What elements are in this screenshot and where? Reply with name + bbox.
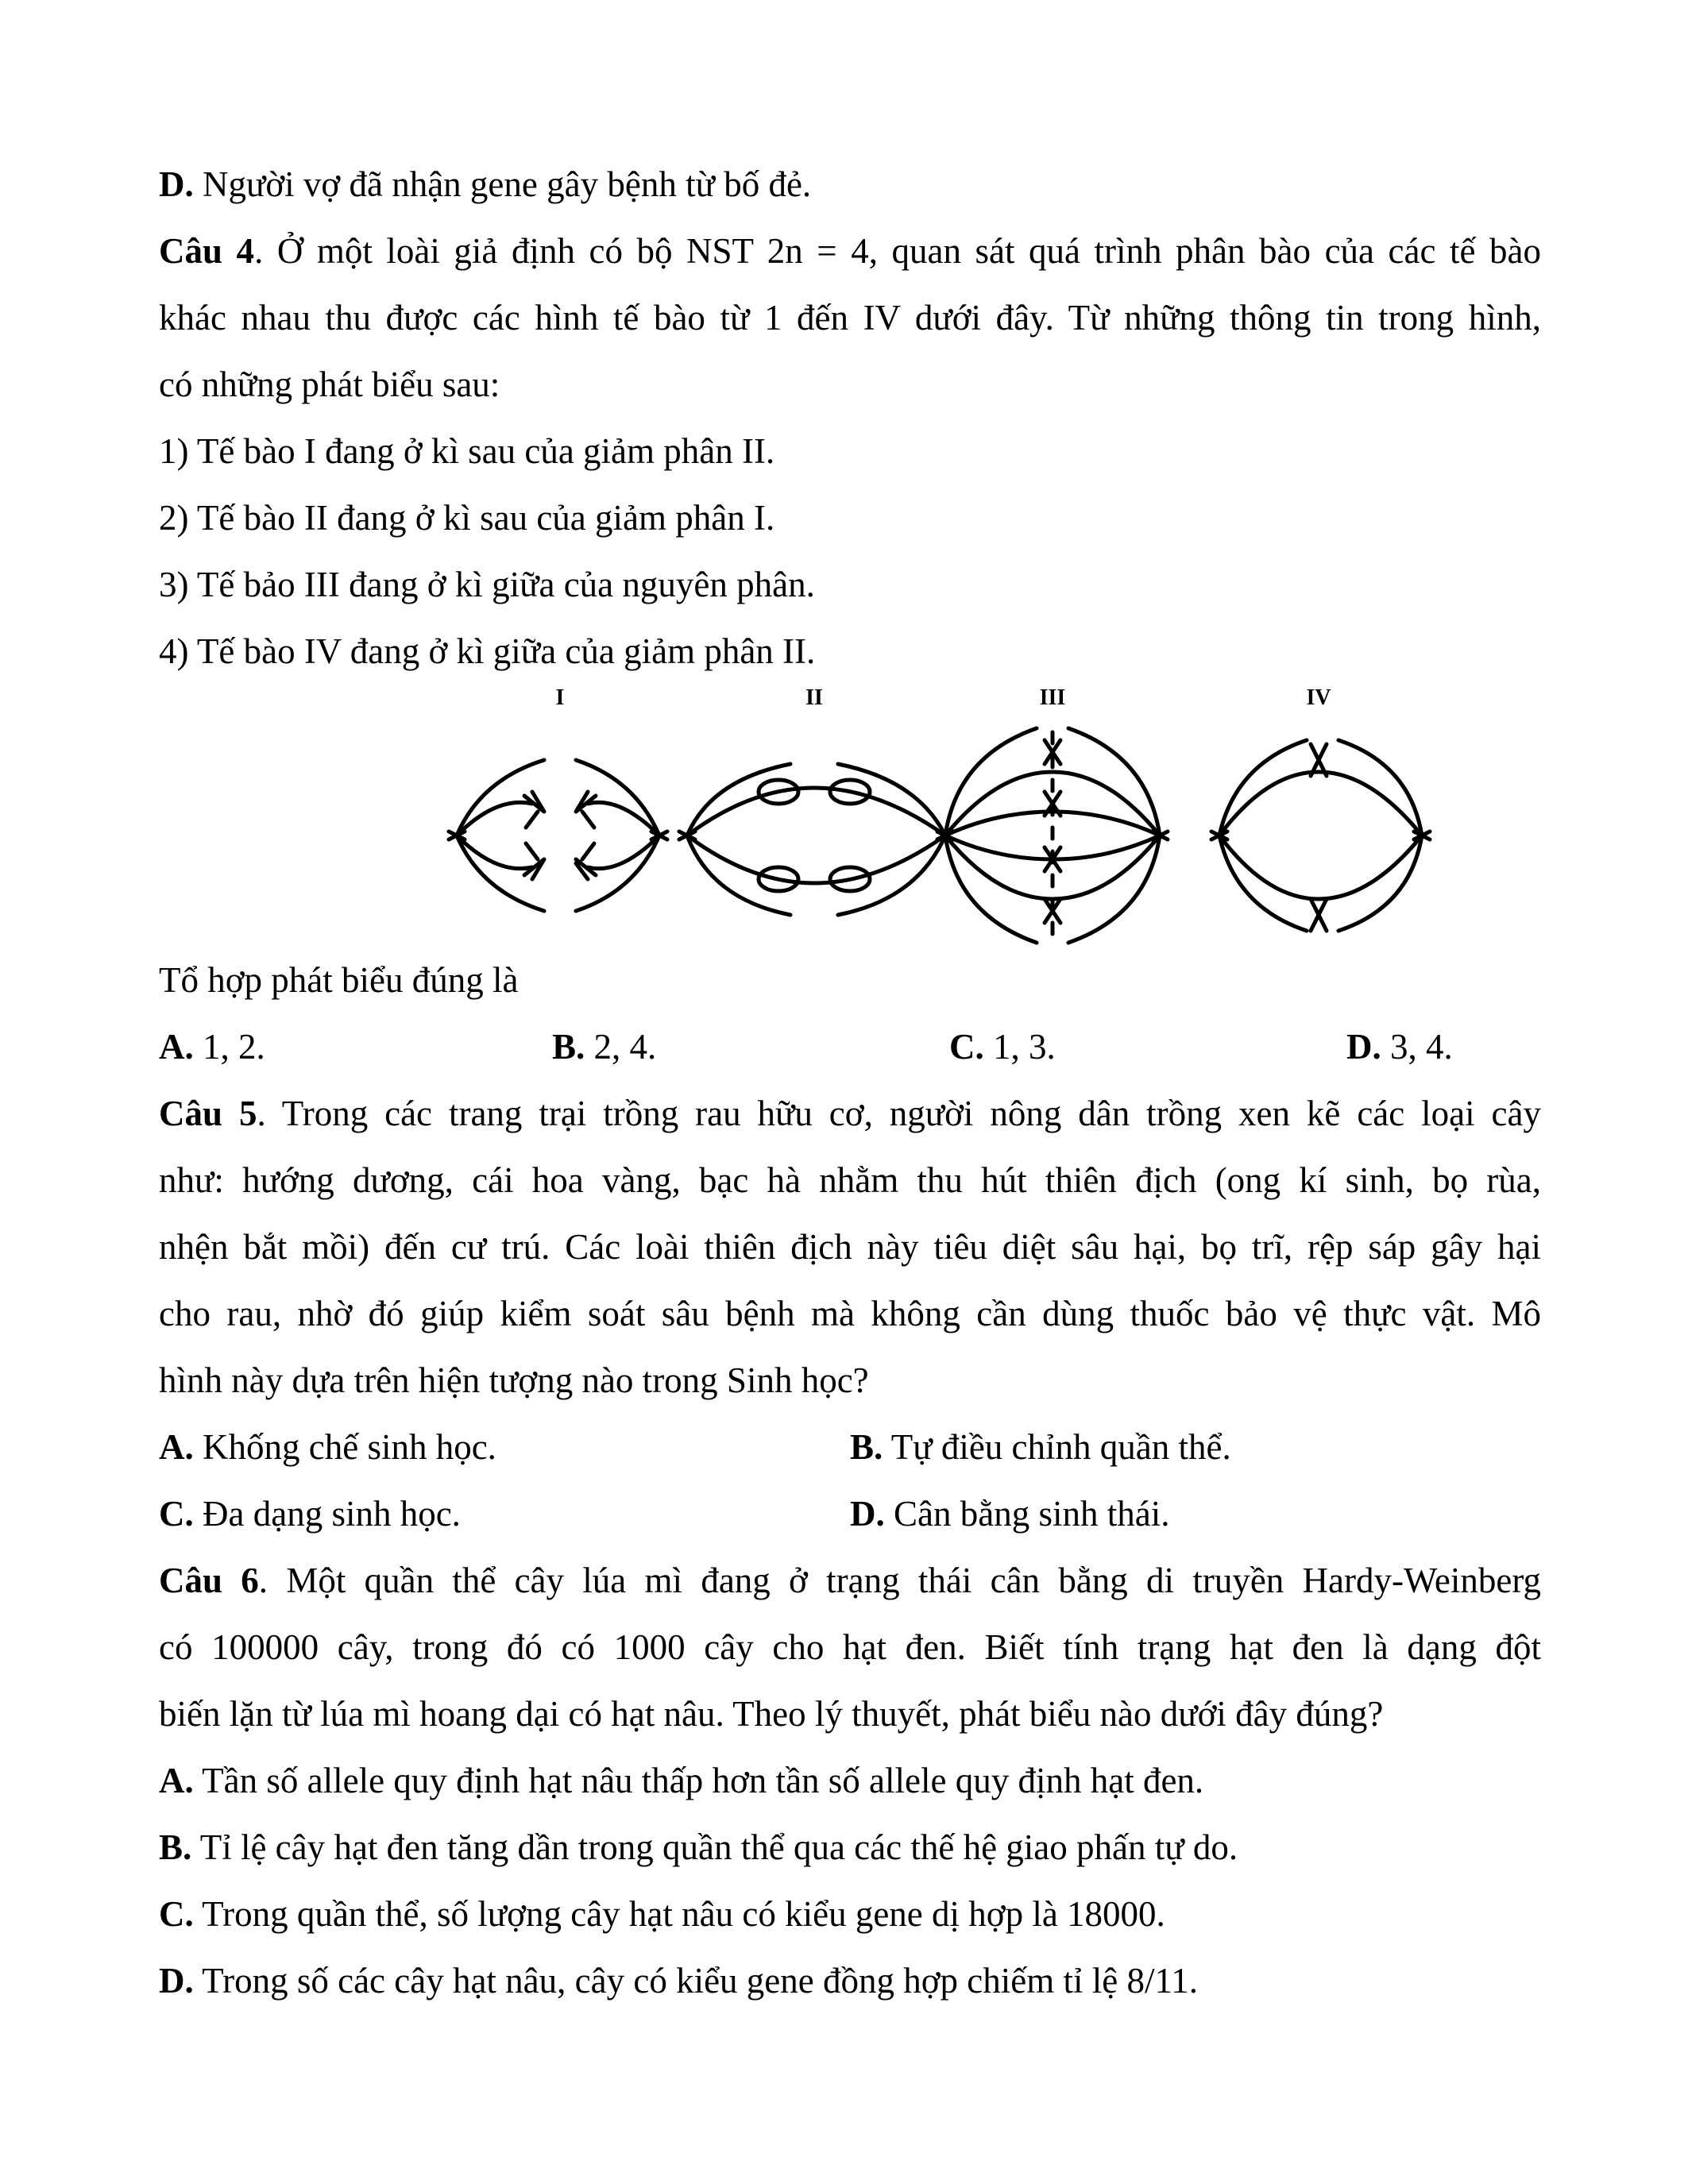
q4-option-c[interactable]: C. 1, 3. <box>949 1027 1056 1067</box>
q5-option-a[interactable]: A. Khống chế sinh học. <box>159 1427 496 1467</box>
cell-division-diagram <box>361 685 1474 947</box>
q4-prompt: Tổ hợp phát biểu đúng là <box>159 960 519 1000</box>
cell-ii-drawing <box>679 764 953 915</box>
q5-stem-line-1: Câu 5. Trong các trang trại trồng rau hữu cơ, người nông dân trồng xen kẽ các loại cây <box>159 1094 1542 1133</box>
figure-label-i: I <box>555 685 565 710</box>
q4-options <box>159 1013 1541 1080</box>
q6-label: Câu 6 <box>159 1561 259 1600</box>
q5-options-row-1 <box>159 1414 1541 1480</box>
q5-options-row-2 <box>159 1480 1541 1547</box>
q4-option-b[interactable]: B. 2, 4. <box>552 1027 657 1067</box>
cell-iii-drawing <box>937 728 1168 943</box>
q5-label: Câu 5 <box>159 1094 257 1133</box>
q5-option-d[interactable]: D. Cân bằng sinh thái. <box>850 1494 1170 1534</box>
q5-stem-line-3: nhện bắt mồi) đến cư trú. Các loài thiên địch này tiêu diệt sâu hại, bọ trĩ, rệp sáp gây hại <box>159 1227 1541 1267</box>
q4-stem-line-2: khác nhau thu được các hình tế bào từ 1 đến IV dưới đây. Từ những thông tin trong hình, <box>159 298 1541 338</box>
q4-statement-1: 1) Tế bào I đang ở kì sau của giảm phân II. <box>159 431 775 471</box>
figure-label-iii: III <box>1039 685 1066 710</box>
q6-stem-line-2: có 100000 cây, trong đó có 1000 cây cho hạt đen. Biết tính trạng hạt đen là dạng đột <box>159 1627 1541 1667</box>
cell-iv-drawing <box>1211 740 1430 931</box>
q6-option-a[interactable]: A. Tần số allele quy định hạt nâu thấp hơn tần số allele quy định hạt đen. <box>159 1761 1204 1800</box>
q6-stem-line-3: biến lặn từ lúa mì hoang dại có hạt nâu. Theo lý thuyết, phát biểu nào dưới đây đúng? <box>159 1694 1384 1734</box>
q5-stem-line-4: cho rau, nhờ đó giúp kiểm soát sâu bệnh mà không cần dùng thuốc bảo vệ thực vật. Mô <box>159 1294 1541 1333</box>
q5-option-c[interactable]: C. Đa dạng sinh học. <box>159 1494 461 1534</box>
q3-option-d: D. Người vợ đã nhận gene gây bệnh từ bố đẻ. <box>159 164 812 204</box>
q4-statement-3: 3) Tế bảo III đang ở kì giữa của nguyên phân. <box>159 565 815 604</box>
q4-statement-4: 4) Tế bào IV đang ở kì giữa của giảm phân II. <box>159 631 816 671</box>
cell-i-drawing <box>449 760 667 911</box>
q4-label: Câu 4 <box>159 231 255 271</box>
q5-stem-line-2: như: hướng dương, cái hoa vàng, bạc hà nhằm thu hút thiên địch (ong kí sinh, bọ rùa, <box>159 1160 1541 1200</box>
q4-option-a[interactable]: A. 1, 2. <box>159 1027 265 1067</box>
q4-statement-2: 2) Tế bào II đang ở kì sau của giảm phân I. <box>159 498 775 538</box>
q6-option-c[interactable]: C. Trong quần thể, số lượng cây hạt nâu có kiểu gene dị hợp là 18000. <box>159 1894 1165 1934</box>
q4-stem-line-1: Câu 4. Ở một loài giả định có bộ NST 2n = 4, quan sát quá trình phân bào của các tế bào <box>159 231 1541 271</box>
figure-label-ii: II <box>805 685 823 710</box>
q6-option-b[interactable]: B. Tỉ lệ cây hạt đen tăng dần trong quần thể qua các thế hệ giao phấn tự do. <box>159 1827 1238 1867</box>
figure-label-iv: IV <box>1306 685 1331 710</box>
q6-stem-line-1: Câu 6. Một quần thể cây lúa mì đang ở trạng thái cân bằng di truyền Hardy-Weinberg <box>159 1561 1541 1600</box>
q4-option-d[interactable]: D. 3, 4. <box>1346 1027 1453 1067</box>
q5-stem-line-5: hình này dựa trên hiện tượng nào trong Sinh học? <box>159 1360 869 1400</box>
q5-option-b[interactable]: B. Tự điều chỉnh quần thể. <box>850 1427 1231 1467</box>
cell-division-figure <box>159 685 1541 947</box>
q6-option-d[interactable]: D. Trong số các cây hạt nâu, cây có kiểu gene đồng hợp chiếm tỉ lệ 8/11. <box>159 1961 1199 2001</box>
document-page <box>159 151 1541 2014</box>
q4-stem-line-3: có những phát biểu sau: <box>159 365 500 404</box>
